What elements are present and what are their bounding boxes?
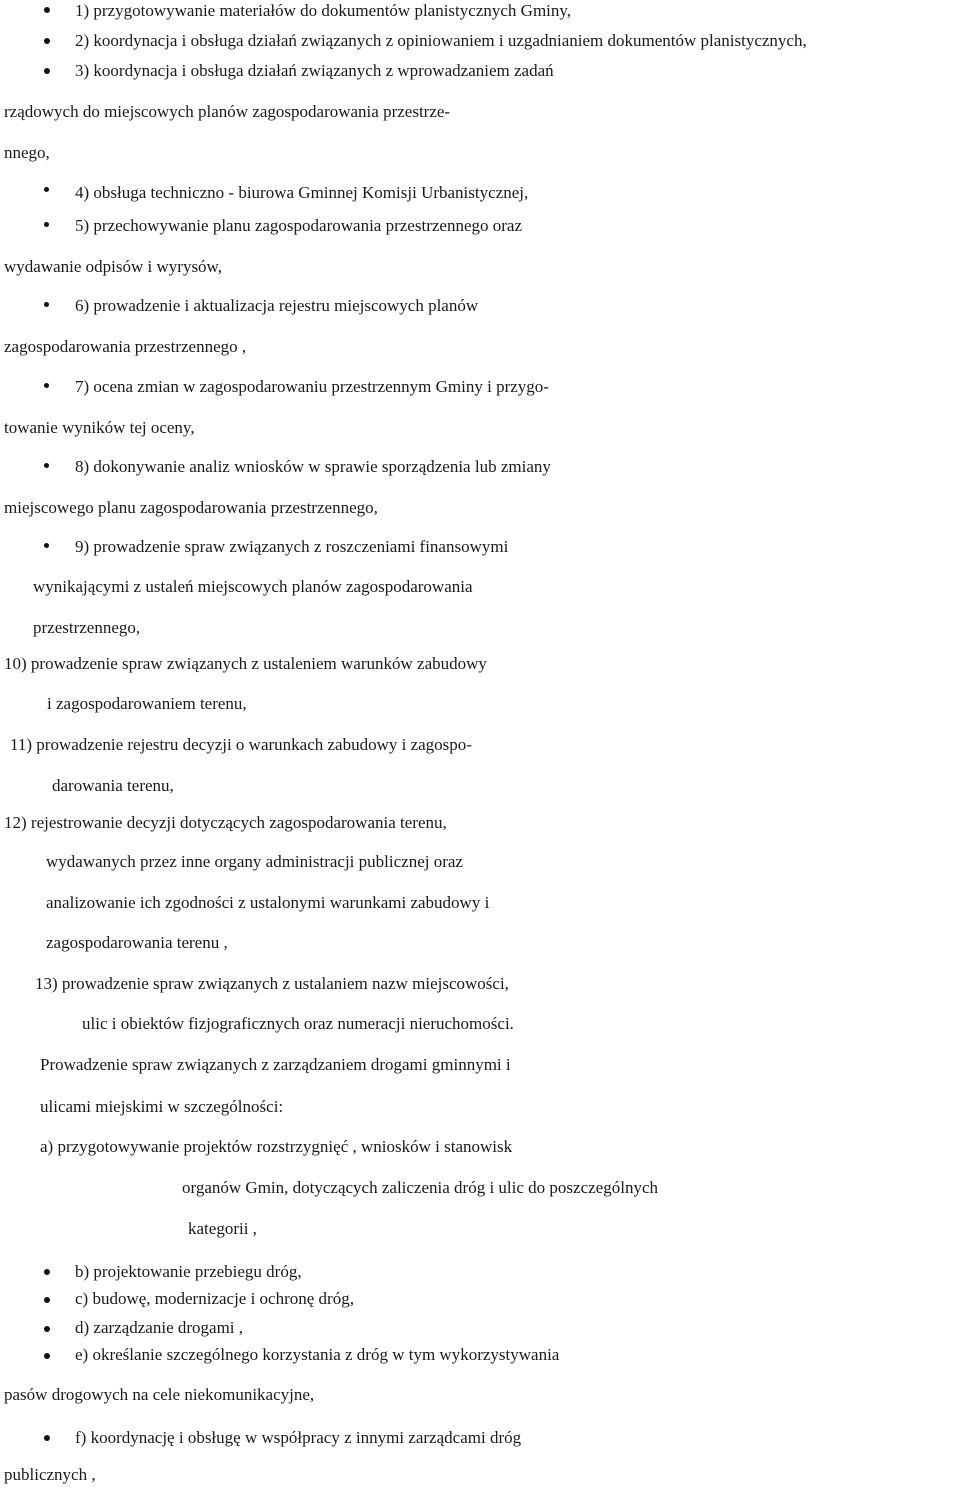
- list-item-continuation: organów Gmin, dotyczących zaliczenia dróg i ulic do poszczególnych: [182, 1178, 658, 1197]
- bullet-icon: [44, 463, 49, 468]
- bullet-icon: [44, 1269, 50, 1275]
- list-item: 12) rejestrowanie decyzji dotyczących zagospodarowania terenu,: [4, 813, 447, 832]
- list-item: 5) przechowywanie planu zagospodarowania przestrzennego oraz: [75, 216, 522, 235]
- list-item: 4) obsługa techniczno - biurowa Gminnej Komisji Urbanistycznej,: [75, 183, 529, 202]
- list-item-continuation: nnego,: [4, 143, 50, 162]
- list-item-continuation: miejscowego planu zagospodarowania przestrzennego,: [4, 498, 378, 517]
- bullet-icon: [44, 38, 50, 44]
- bullet-icon: [44, 1353, 50, 1359]
- list-item-continuation: wynikającymi z ustaleń miejscowych planów zagospodarowania: [33, 577, 473, 596]
- bullet-icon: [44, 1297, 50, 1303]
- list-item-continuation: przestrzennego,: [33, 618, 141, 637]
- list-item: 9) prowadzenie spraw związanych z roszczeniami finansowymi: [75, 537, 509, 556]
- list-item-continuation: wydawanych przez inne organy administracji publicznej oraz: [46, 852, 463, 871]
- bullet-icon: [44, 383, 49, 388]
- list-item: 3) koordynacja i obsługa działań związanych z wprowadzaniem zadań: [75, 61, 554, 80]
- list-item-continuation: towanie wyników tej oceny,: [4, 418, 195, 437]
- bullet-icon: [44, 302, 49, 307]
- list-item-continuation: publicznych ,: [4, 1465, 96, 1484]
- list-item: 7) ocena zmian w zagospodarowaniu przestrzennym Gminy i przygo-: [75, 377, 549, 396]
- list-item: 10) prowadzenie spraw związanych z ustaleniem warunków zabudowy: [4, 654, 487, 673]
- list-item: 2) koordynacja i obsługa działań związanych z opiniowaniem i uzgadnianiem dokumentów planistycznych,: [75, 31, 807, 50]
- list-item-continuation: pasów drogowych na cele niekomunikacyjne,: [4, 1385, 315, 1404]
- bullet-icon: [44, 68, 50, 74]
- list-item-continuation: zagospodarowania przestrzennego ,: [4, 337, 247, 356]
- list-item: a) przygotowywanie projektów rozstrzygnięć , wniosków i stanowisk: [40, 1137, 513, 1156]
- list-item-continuation: darowania terenu,: [52, 776, 174, 795]
- bullet-icon: [44, 222, 49, 227]
- bullet-icon: [44, 187, 49, 192]
- list-item: 11) prowadzenie rejestru decyzji o warunkach zabudowy i zagospo-: [10, 735, 472, 754]
- list-item: e) określanie szczególnego korzystania z dróg w tym wykorzystywania: [75, 1345, 560, 1364]
- list-item: 13) prowadzenie spraw związanych z ustalaniem nazw miejscowości,: [35, 974, 509, 993]
- bullet-icon: [44, 543, 49, 548]
- paragraph: ulicami miejskimi w szczególności:: [40, 1097, 284, 1116]
- list-item: f) koordynację i obsługę w współpracy z innymi zarządcami dróg: [75, 1428, 522, 1447]
- list-item: d) zarządzanie drogami ,: [75, 1318, 244, 1337]
- list-item-continuation: wydawanie odpisów i wyrysów,: [4, 257, 222, 276]
- paragraph: Prowadzenie spraw związanych z zarządzaniem drogami gminnymi i: [40, 1055, 511, 1074]
- list-item: 1) przygotowywanie materiałów do dokumentów planistycznych Gminy,: [75, 1, 572, 20]
- list-item-continuation: ulic i obiektów fizjograficznych oraz numeracji nieruchomości.: [82, 1014, 514, 1033]
- bullet-icon: [44, 1435, 50, 1441]
- bullet-icon: [44, 1326, 50, 1332]
- list-item-continuation: zagospodarowania terenu ,: [46, 933, 228, 952]
- list-item: 6) prowadzenie i aktualizacja rejestru miejscowych planów: [75, 296, 479, 315]
- list-item: 8) dokonywanie analiz wniosków w sprawie sporządzenia lub zmiany: [75, 457, 551, 476]
- list-item-continuation: analizowanie ich zgodności z ustalonymi warunkami zabudowy i: [46, 893, 490, 912]
- list-item: b) projektowanie przebiegu dróg,: [75, 1262, 302, 1281]
- list-item: c) budowę, modernizacje i ochronę dróg,: [75, 1289, 354, 1308]
- list-item-continuation: i zagospodarowaniem terenu,: [47, 694, 247, 713]
- bullet-icon: [44, 7, 50, 13]
- list-item-continuation: rządowych do miejscowych planów zagospodarowania przestrze-: [4, 102, 451, 121]
- list-item-continuation: kategorii ,: [188, 1219, 257, 1238]
